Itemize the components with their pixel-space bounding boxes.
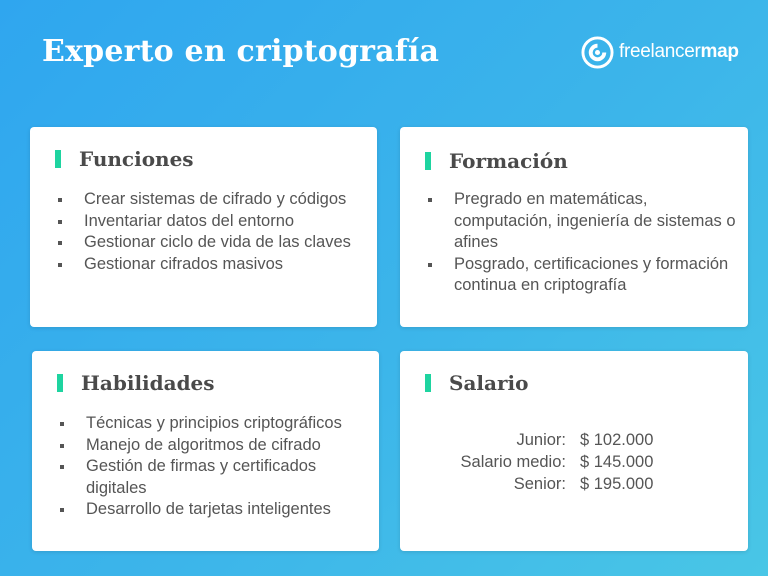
bullet-icon (58, 220, 62, 224)
list-item-text: Técnicas y principios criptográficos (86, 414, 342, 432)
list-item (58, 211, 365, 233)
list-item-text: Gestionar cifrados masivos (84, 254, 283, 273)
card-title-text: Funciones (79, 147, 194, 171)
funciones-list (58, 189, 365, 275)
list-item-text: Inventariar datos del entorno (84, 211, 295, 230)
card-title-text: Habilidades (81, 371, 215, 395)
bullet-icon (60, 422, 64, 426)
list-item (58, 254, 365, 276)
list-item (60, 413, 367, 435)
bullet-icon (428, 263, 432, 267)
page-title: Experto en criptografía (42, 34, 440, 69)
list-item (60, 435, 367, 457)
bullet-icon (58, 263, 62, 267)
logo-wordmark-bold: map (700, 41, 739, 62)
habilidades-list (60, 413, 367, 521)
bullet-icon (60, 508, 64, 512)
list-item-text: Crear sistemas de cifrado y códigos (84, 190, 347, 208)
salary-row-senior (400, 473, 748, 495)
title-marker (425, 374, 431, 392)
list-item-text: Gestionar ciclo de vida de las claves (84, 233, 351, 251)
list-item (60, 499, 367, 521)
bullet-icon (58, 198, 62, 202)
card-title-text: Formación (449, 149, 568, 173)
bullet-icon (60, 444, 64, 448)
freelancermap-logo-icon (581, 36, 614, 69)
formacion-list (428, 189, 736, 297)
title-marker (57, 374, 63, 392)
card-title-salario (425, 371, 528, 395)
title-marker (55, 150, 61, 168)
list-item (58, 232, 365, 254)
salary-value: $ 195.000 (580, 475, 654, 493)
salary-row-junior (400, 429, 748, 451)
card-title-text: Salario (449, 371, 529, 395)
card-habilidades (32, 351, 379, 551)
bullet-icon (428, 198, 432, 202)
salary-value: $ 145.000 (580, 453, 654, 471)
list-item-text: Posgrado, certificaciones y formación continua en criptografía (454, 254, 729, 294)
list-item (58, 189, 365, 211)
list-item (428, 189, 736, 254)
card-title-funciones (55, 147, 194, 171)
salary-label: Junior: (516, 431, 566, 449)
card-funciones (30, 127, 377, 327)
logo-wordmark-light: freelancer (619, 41, 701, 62)
list-item-text: Pregrado en matemáticas, computación, ingeniería de sistemas o afines (454, 190, 736, 251)
list-item-text: Desarrollo de tarjetas inteligentes (86, 500, 331, 518)
title-marker (425, 152, 431, 170)
salary-table (400, 429, 748, 495)
salary-row-medio (400, 451, 748, 473)
card-salario (400, 351, 748, 551)
card-title-habilidades (57, 371, 215, 395)
salary-label: Salario medio: (460, 453, 566, 471)
card-title-formacion (425, 149, 568, 173)
list-item (60, 456, 367, 499)
freelancermap-logo[interactable] (581, 35, 739, 69)
bullet-icon (60, 465, 64, 469)
salary-label: Senior: (513, 475, 566, 493)
salary-value: $ 102.000 (580, 431, 654, 449)
bullet-icon (58, 241, 62, 245)
logo-wordmark (619, 41, 739, 63)
card-formacion (400, 127, 748, 327)
list-item (428, 254, 736, 297)
list-item-text: Manejo de algoritmos de cifrado (86, 435, 321, 454)
list-item-text: Gestión de firmas y certificados digitales (86, 457, 317, 497)
